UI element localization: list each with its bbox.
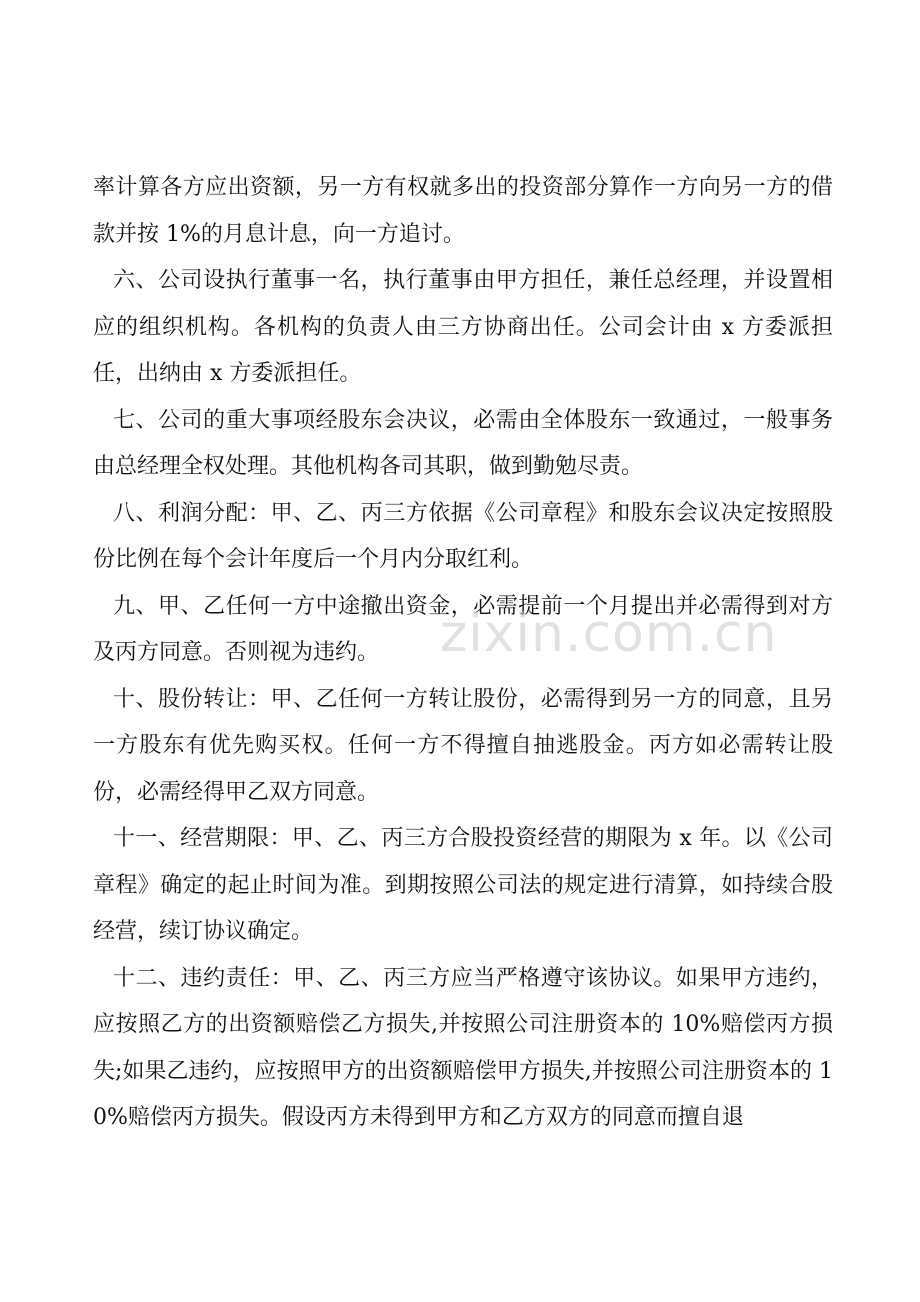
- paragraph-clause-10: 十、股份转让：甲、乙任何一方转让股份，必需得到另一方的同意，且另一方股东有优先购买权。任何一方不得擅自抽逃股金。丙方如必需转让股份，必需经得甲乙双方同意。: [93, 686, 833, 805]
- paragraph-clause-12: 十二、违约责任：甲、乙、丙三方应当严格遵守该协议。如果甲方违约，应按照乙方的出资额赔偿乙方损失,并按照公司注册资本的 10%赔偿丙方损失;如果乙违约，应按照甲方的出资额赔偿甲方损失,并按照公司注册资本的 10%赔偿丙方损失。假设丙方未得到甲方和乙方双方的同意而擅自退: [93, 965, 833, 1130]
- paragraph-clause-6: 六、公司设执行董事一名，执行董事由甲方担任，兼任总经理，并设置相应的组织机构。各机构的负责人由三方协商出任。公司会计由 x 方委派担任，出纳由 x 方委派担任。: [93, 268, 833, 386]
- paragraph-clause-11: 十一、经营期限：甲、乙、丙三方合股投资经营的期限为 x 年。以《公司章程》确定的起止时间为准。到期按照公司法的规定进行清算，如持续合股经营，续订协议确定。: [93, 826, 833, 944]
- document-body: [93, 165, 833, 1142]
- site-watermark: zixin.com.cn: [440, 604, 778, 664]
- paragraph-clause-8: 八、利润分配：甲、乙、丙三方依据《公司章程》和股东会议决定按照股份比例在每个会计年度后一个月内分取红利。: [93, 500, 833, 572]
- paragraph-clause-9: 九、甲、乙任何一方中途撤出资金，必需提前一个月提出并必需得到对方及丙方同意。否则视为违约。: [93, 593, 833, 665]
- paragraph-continued: 率计算各方应出资额，另一方有权就多出的投资部分算作一方向另一方的借款并按 1%的月息计息，向一方追讨。: [93, 175, 833, 247]
- paragraph-clause-7: 七、公司的重大事项经股东会决议，必需由全体股东一致通过，一般事务由总经理全权处理。其他机构各司其职，做到勤勉尽责。: [93, 407, 833, 479]
